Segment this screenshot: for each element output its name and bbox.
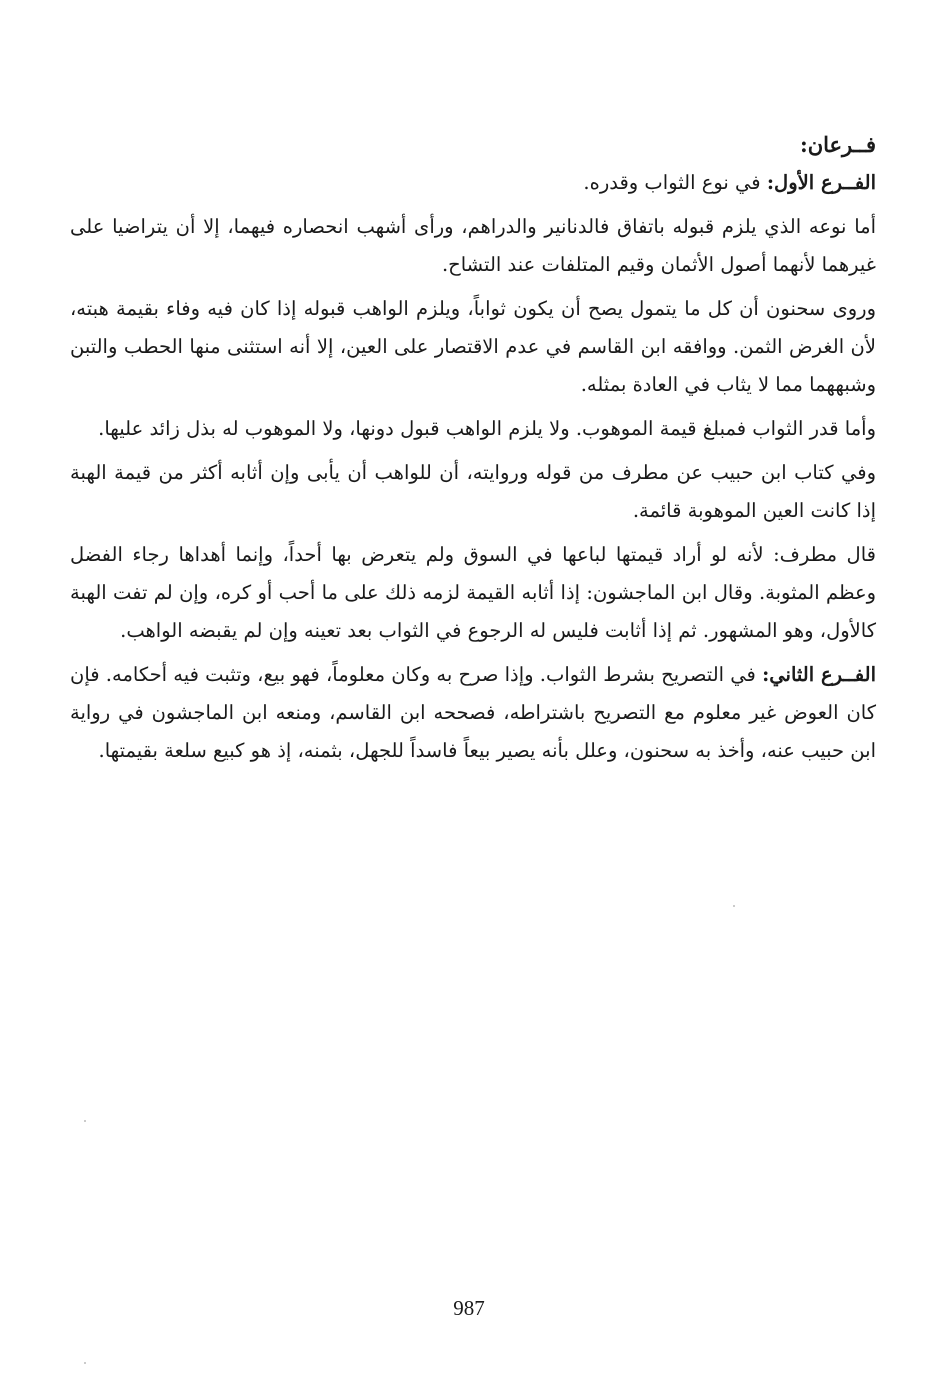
page-number: 987	[453, 1296, 485, 1320]
branch-two-paragraph	[70, 656, 876, 770]
paragraph-type-of-reward: أما نوعه الذي يلزم قبوله باتفاق فالدنانير والدراهم، ورأى أشهب انحصاره فيهما، إلا أن يتراضيا على غيرهما لأنهما أصول الأثمان وقيم المتلفات عند التشاح.	[70, 215, 876, 276]
page-body	[70, 120, 876, 776]
scan-speck	[733, 905, 735, 907]
paragraph-amount-of-reward: وأما قدر الثواب فمبلغ قيمة الموهوب. ولا يلزم الواهب قبول دونها، ولا الموهوب له بذل زائد عليها.	[98, 417, 876, 440]
scan-speck	[84, 1362, 86, 1364]
branch-two-text: في التصريح بشرط الثواب. وإذا صرح به وكان معلوماً، فهو بيع، وتثبت فيه أحكامه. فإن كان العوض غير معلوم مع التصريح باشتراطه، فصححه ابن القاسم، ومنعه ابن الماجشون في رواية ابن حبيب عنه، وأخذ به سحنون، وعلل بأنه يصير بيعاً فاسداً للجهل، بثمنه، إذ هو كبيع سلعة بقيمتها.	[70, 663, 876, 762]
branch-two-label: الفــرع الثاني:	[762, 663, 876, 686]
scan-speck	[84, 1120, 86, 1122]
paragraph-ibn-habib-book: وفي كتاب ابن حبيب عن مطرف من قوله وروايته، أن للواهب أن يأبى وإن أثابه أكثر من قيمة الهبة إذا كانت العين الموهوبة قائمة.	[70, 461, 876, 522]
branch-one-text: في نوع الثواب وقدره.	[583, 171, 761, 194]
paragraph-mutarrif-saying: قال مطرف: لأنه لو أراد قيمتها لباعها في السوق ولم يتعرض بها أحداً، وإنما أهداها رجاء الفضل وعظم المثوبة. وقال ابن الماجشون: إذا أثابه القيمة لزمه ذلك على ما أحب أو كره، وإن لم تفت الهبة كالأول، وهو المشهور. ثم إذا أثابت فليس له الرجوع في الثواب بعد تعينه وإن لم يقبضه الواهب.	[70, 543, 876, 642]
paragraph-sahnun-narration: وروى سحنون أن كل ما يتمول يصح أن يكون ثواباً، ويلزم الواهب قبوله إذا كان فيه وفاء بقيمة هبته، لأن الغرض الثمن. ووافقه ابن القاسم في عدم الاقتصار على العين، إلا أنه استثنى منها الحطب والتبن وشبههما مما لا يثاب في العادة بمثله.	[70, 297, 876, 396]
branch-one-label: الفــرع الأول:	[766, 171, 876, 194]
section-heading: فــرعان:	[799, 132, 876, 157]
branch-one-title	[70, 164, 876, 202]
